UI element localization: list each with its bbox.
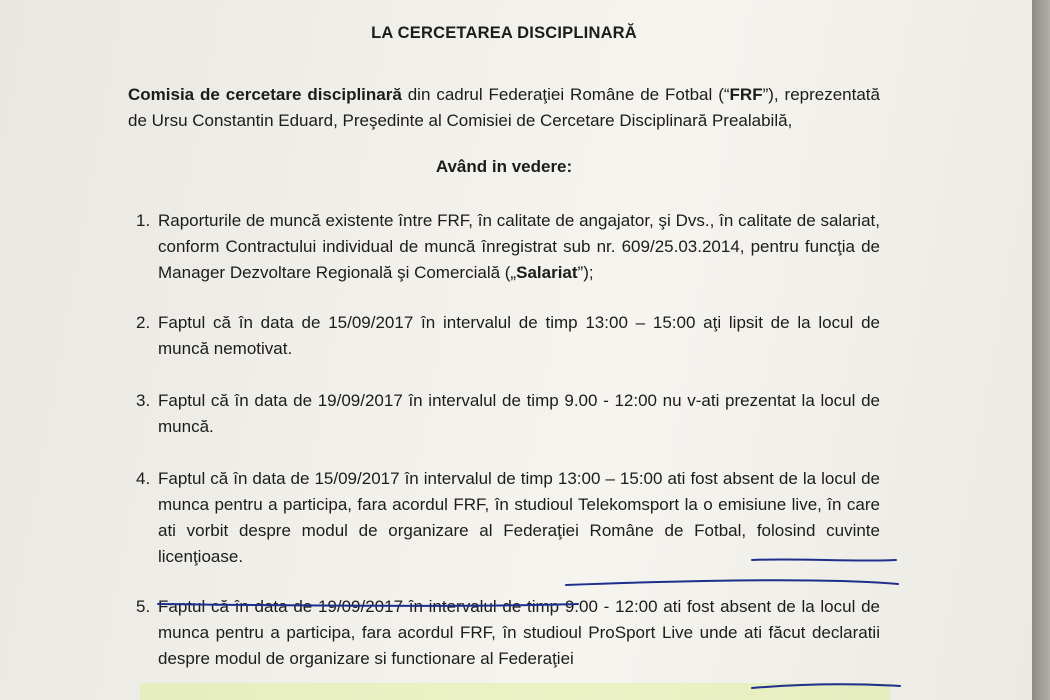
item-number: 3. [136,391,151,410]
document-heading: LA CERCETAREA DISCIPLINARĂ [371,24,637,42]
list-item [128,208,880,286]
item-text: Faptul că în data de 19/09/2017 în intervalul de timp 9.00 - 12:00 nu v-ati prezentat la locul de muncă. [158,391,880,436]
item-text: Faptul că în data de 15/09/2017 în intervalul de timp 13:00 – 15:00 ati fost absent de la locul de munca pentru a participa, fara acordul FRF, în studioul Telekomsport la o emisiune live, în care ati vorbit despre modul de organizare al Federaţiei Române de Fotbal, folosind cuvinte licenţioase. [158,469,880,566]
document [128,0,880,672]
item-text-end: ”); [577,263,594,282]
list-item [128,466,880,570]
item-number: 4. [136,469,151,488]
list-item [128,310,880,362]
item-text: Faptul că în data de 19/09/2017 în intervalul de timp 9.00 - 12:00 ati fost absent de la locul de munca pentru a participa, fara acordul FRF, în studioul ProSport Live unde ati făcut declaratii despre modul de organizare si functionare al Federaţiei [158,597,880,668]
item-bold: Salariat [516,263,578,282]
item-number: 2. [136,313,151,332]
highlighter-mark [140,683,890,700]
section-subheading: Având in vedere: [435,157,573,176]
list-item [128,388,880,440]
item-text: Faptul că în data de 15/09/2017 în intervalul de timp 13:00 – 15:00 aţi lipsit de la locul de muncă nemotivat. [158,313,880,358]
intro-text: din cadrul Federaţiei Române de Fotbal (“ [401,85,730,104]
intro-frf: FRF [729,85,763,104]
intro-bold: Comisia de cercetare disciplinară [128,85,402,104]
intro-text-end: ”), reprezentată de Ursu Constantin Eduard, Preşedinte al Comisiei de Cercetare Disciplinară Prealabilă, [128,85,880,130]
intro-paragraph [128,82,880,134]
list-item [128,594,880,672]
item-text: Raporturile de muncă existente între FRF, în calitate de angajator, şi Dvs., în calitate de salariat, conform Contractului individual de muncă înregistrat sub nr. 609/25.03.2014, pentru funcţia de Manager Dezvoltare Regională şi Comercială („ [158,211,880,282]
item-number: 5. [136,597,151,616]
item-number: 1. [136,211,151,230]
paper-edge [1032,0,1050,700]
